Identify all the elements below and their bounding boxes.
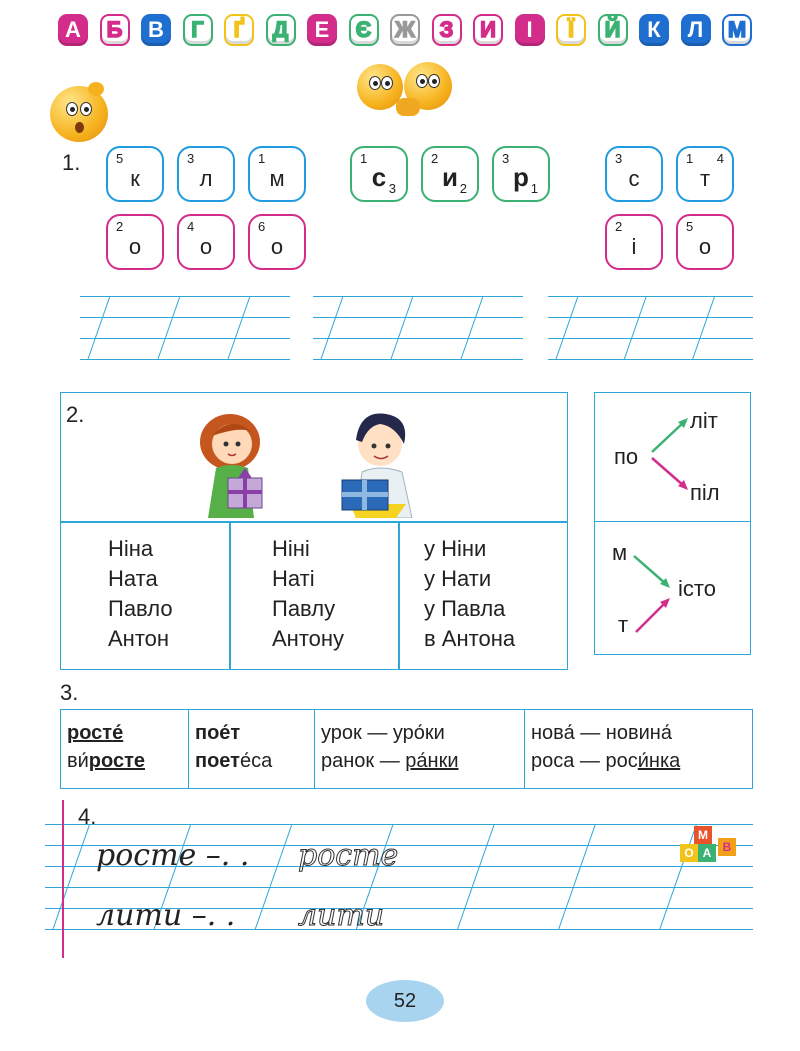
alphabet-letter: Д [266, 14, 296, 46]
tile-letter: с [371, 162, 387, 192]
word-ranky: ра́нки [405, 750, 459, 772]
alphabet-letter: Й [598, 14, 628, 46]
tile-sub-number: 3 [388, 181, 396, 196]
letter-tile [421, 146, 479, 202]
girl-figure [200, 414, 262, 518]
exercise-2-column-3 [424, 534, 515, 654]
name-word: Павлу [272, 596, 336, 621]
arrows-po [640, 408, 700, 498]
handshake-icon [396, 98, 420, 116]
name-word: у Нати [424, 566, 492, 591]
name-word: у Ніни [424, 536, 487, 561]
exercise-3-number: 3. [60, 680, 79, 705]
name-word: в Антона [424, 626, 516, 651]
alphabet-letter: И [473, 14, 503, 46]
exercise-3-table [60, 709, 753, 789]
writing-lines [313, 296, 523, 359]
letter-tile [106, 146, 164, 202]
boy-figure [342, 414, 412, 518]
tile-order-number: 5 [686, 219, 694, 234]
block-m: М [694, 826, 712, 844]
trace-word-1: росте [298, 838, 399, 873]
exercise-2-col-divider-2 [398, 521, 400, 670]
tile-letter: с [628, 166, 640, 191]
letter-tile [676, 146, 734, 202]
letter-t: т [618, 612, 629, 637]
thinking-emoji-icon [50, 86, 108, 142]
margin-line [62, 800, 64, 958]
alphabet-letter: Ї [556, 14, 586, 46]
tile-sub-number: 2 [459, 181, 467, 196]
tile-letter: л [199, 166, 213, 191]
exercise-2-column-1 [108, 534, 173, 654]
syllable-isto: істо [678, 576, 716, 601]
tile-order-number: 5 [116, 151, 124, 166]
name-word: у Павла [424, 596, 506, 621]
word-vyroste-root: росте [88, 750, 146, 772]
exercise-4-number: 4. [78, 804, 97, 829]
letter-tile [248, 214, 306, 270]
tile-order-number: 3 [615, 151, 623, 166]
alphabet-letter: Г [183, 14, 213, 46]
tile-order-number: 2 [431, 151, 439, 166]
block-v: В [718, 838, 736, 856]
alphabet-letter: Е [307, 14, 337, 46]
word-rosynka-suffix: и́нка [637, 750, 681, 772]
tile-order-number: 3 [502, 151, 510, 166]
tile-letter: о [270, 234, 284, 259]
tile-letter: и [442, 162, 458, 192]
trace-word-2: лити [298, 898, 385, 933]
exercise-1-number: 1. [62, 150, 81, 175]
name-word: Наті [272, 566, 315, 591]
alphabet-letter: І [515, 14, 545, 46]
exercise-2-divider [60, 521, 568, 523]
alphabet-letter: Б [100, 14, 130, 46]
word-poetesa-end: е́са [239, 750, 273, 772]
tile-order-number: 1 [258, 151, 266, 166]
tile-letter: о [128, 234, 142, 259]
tile-order-number: 2 [116, 219, 124, 234]
alphabet-letter: Л [681, 14, 711, 46]
name-word: Ната [108, 566, 158, 591]
word-poet: пое́т [195, 722, 241, 744]
children-with-gifts-illustration [190, 400, 440, 518]
name-word: Антону [272, 626, 345, 651]
exercise-2-column-2 [272, 534, 344, 654]
block-a: А [698, 844, 716, 862]
alphabet-letter: З [432, 14, 462, 46]
exercise-2-col-divider-1 [229, 521, 231, 670]
writing-lines [80, 296, 290, 359]
cursive-line-1: росте –. . [96, 838, 250, 873]
block-o: О [680, 844, 698, 862]
syllable-pil: піл [690, 480, 720, 505]
alphabet-letter: Ж [390, 14, 420, 46]
word-pair-urok: урок — уро́ки [321, 722, 445, 744]
tile-order-number: 1 [360, 151, 368, 166]
word-roste-root: рост [67, 722, 113, 744]
name-word: Ніні [272, 536, 310, 561]
writing-lines [548, 296, 753, 359]
tile-letter: т [699, 166, 711, 191]
alphabet-letter: Є [349, 14, 379, 46]
letter-tile [605, 214, 663, 270]
tile-order-number: 6 [258, 219, 266, 234]
word-roste-end: е́ [112, 722, 124, 744]
letter-tile [248, 146, 306, 202]
tile-letter: і [631, 234, 637, 259]
syllable-po: по [614, 444, 639, 469]
name-word: Ніна [108, 536, 154, 561]
name-word: Павло [108, 596, 173, 621]
word-pair-nova: нова́ — новина́ [531, 722, 672, 744]
tile-letter: о [698, 234, 712, 259]
letter-blocks-icon [680, 826, 750, 872]
ex3-cell-1 [61, 710, 189, 788]
letter-tile [106, 214, 164, 270]
alphabet-letter: Ґ [224, 14, 254, 46]
letter-tile [676, 214, 734, 270]
letter-m: м [612, 540, 628, 565]
alphabet-letter: К [639, 14, 669, 46]
letter-tile [177, 214, 235, 270]
ex3-cell-4 [525, 710, 751, 788]
alphabet-letter: М [722, 14, 752, 46]
tile-letter: м [269, 166, 285, 191]
page-number: 52 [366, 980, 444, 1022]
alphabet-strip [58, 14, 758, 54]
alphabet-letter: В [141, 14, 171, 46]
letter-tile [177, 146, 235, 202]
tile-order-number-2: 4 [716, 151, 724, 166]
name-word: Антон [108, 626, 170, 651]
exercise-2-number: 2. [66, 402, 85, 427]
tile-sub-number: 1 [530, 181, 538, 196]
word-poetesa-root: поет [195, 750, 240, 772]
tile-order-number: 4 [187, 219, 195, 234]
alphabet-letter: А [58, 14, 88, 46]
tile-letter: к [130, 166, 140, 191]
tile-order-number: 3 [187, 151, 195, 166]
tile-letter: о [199, 234, 213, 259]
ex3-cell-3 [315, 710, 525, 788]
tile-order-number: 1 [686, 151, 694, 166]
ex3-cell-2 [189, 710, 315, 788]
letter-tile [492, 146, 550, 202]
letter-tile [605, 146, 663, 202]
word-pair-rosa: роса — рос [531, 750, 638, 772]
word-vyroste-prefix: ви́ [67, 750, 89, 772]
letter-tile [350, 146, 408, 202]
syllable-lit: літ [690, 408, 718, 433]
tile-order-number: 2 [615, 219, 623, 234]
word-pair-ranok: ранок — [321, 750, 406, 772]
cursive-line-2: лити –. . [96, 898, 236, 933]
tile-letter: р [513, 162, 529, 192]
arrows-isto [630, 550, 680, 640]
